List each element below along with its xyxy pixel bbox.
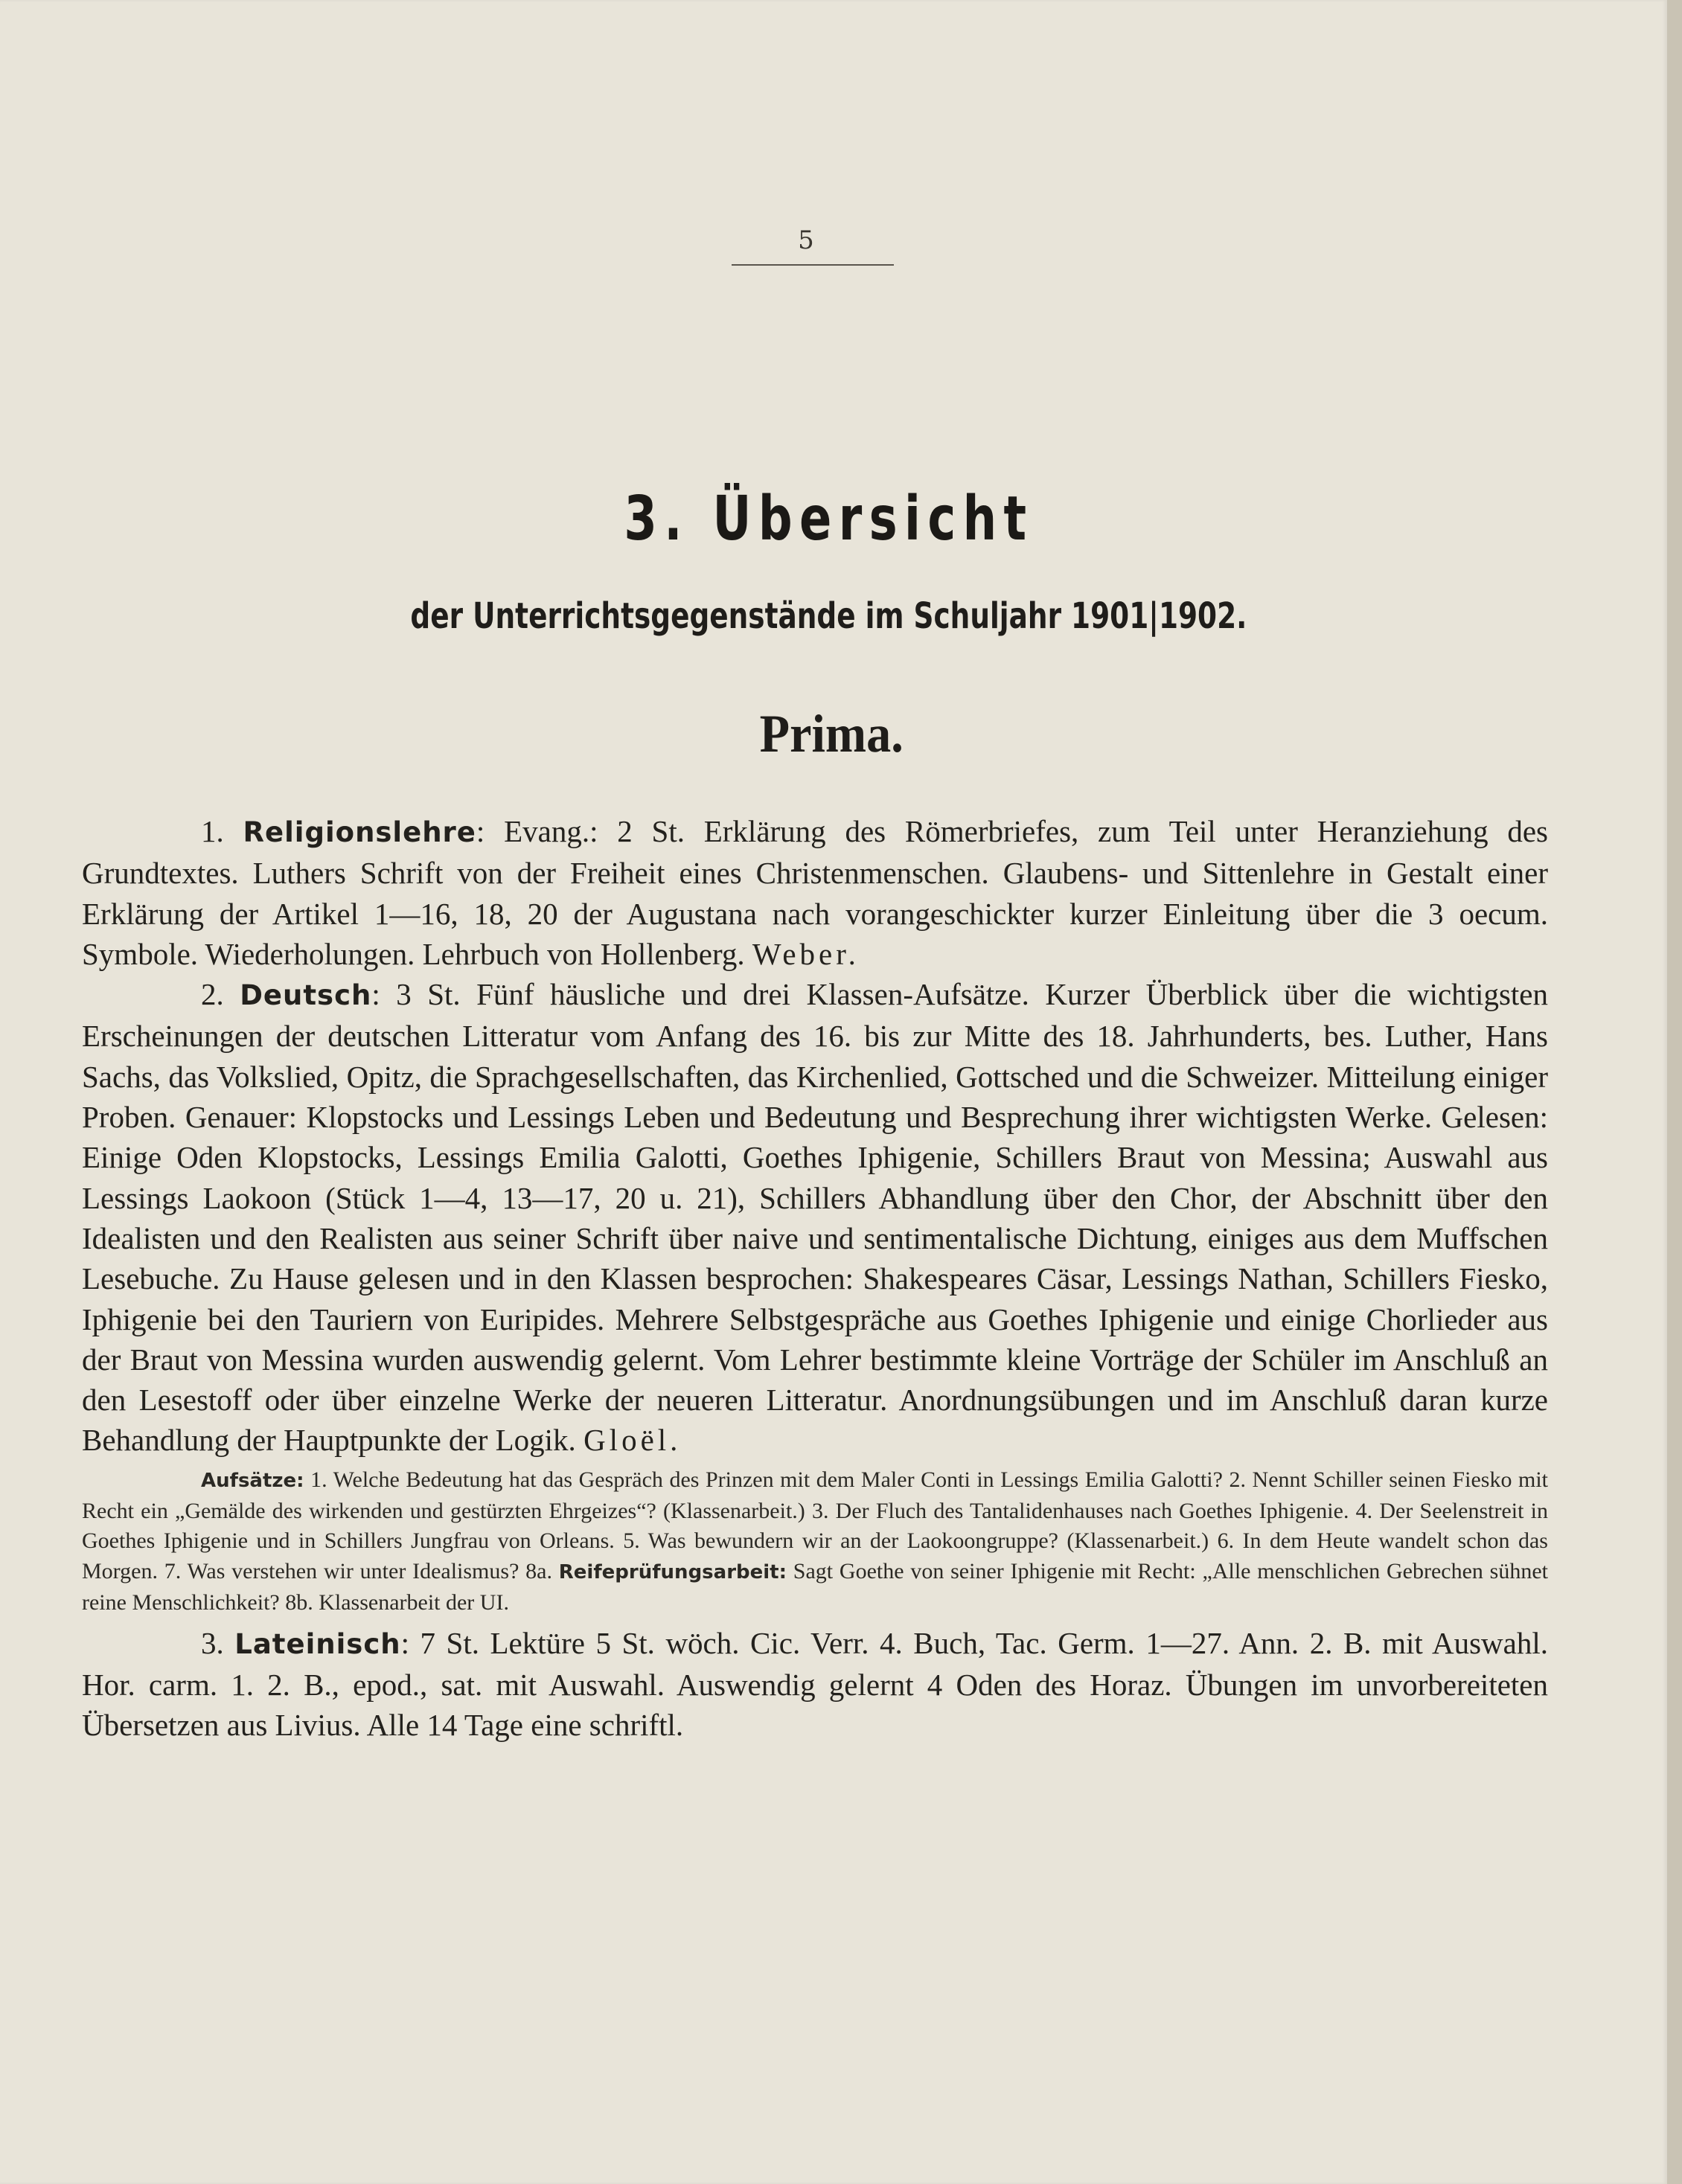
subject-name: Deutsch: [240, 979, 372, 1012]
essay-list: [82, 1465, 1548, 1618]
subject-text: Evang.: 2 St. Erklärung des Römerbriefes, zum Teil unter Heranziehung des Grundtextes. Luthers Schrift von der Freiheit eines Christenmenschen. Glaubens- und Sittenlehre in Gestalt einer Erklärung der Artikel 1—16, 18, 20 der Augustana nach vorangeschickter kurzer Einleitung über die 3 oecum. Symbole. Wiederholungen. Lehrbuch von Hollenberg.: [82, 814, 1548, 971]
subject-number: 1.: [201, 814, 224, 848]
body-text: [82, 811, 1548, 1746]
chapter-title: 3. Übersicht: [624, 484, 1034, 554]
essay-text: 1. Welche Bedeutung hat das Gespräch des Prinzen mit dem Maler Conti in Lessings Emilia Galotti? 2. Nennt Schiller seinen Fiesko mit Recht ein „Gemälde des wirkenden und gestürzten Ehrgeizes“? (Klassenarbeit.) 3. Der Fluch des Tantalidenhauses nach Goethes Iphigenie. 4. Der Seelenstreit in Goethes Iphigenie und in Schillers Jungfrau von Orleans. 5. Was bewundern wir an der Laokoongruppe? (Klassenarbeit.) 6. In dem Heute wandelt schon das Morgen. 7. Was verstehen wir unter Idealismus? 8a.: [82, 1467, 1548, 1584]
subject-paragraph-german: [82, 974, 1548, 1461]
teacher-name: Gloël.: [583, 1423, 682, 1458]
subject-colon: :: [371, 977, 380, 1012]
subject-text: 7 St. Lektüre 5 St. wöch. Cic. Verr. 4. Buch, Tac. Germ. 1—27. Ann. 2. B. mit Auswahl. Hor. carm. 1. 2. B., epod., sat. mit Auswahl. Auswendig gelernt 4 Oden des Horaz. Übungen im unvorbereiteten Übersetzen aus Livius. Alle 14 Tage eine schriftl.: [82, 1625, 1548, 1743]
subject-name: Lateinisch: [234, 1627, 401, 1660]
subject-colon: :: [476, 814, 485, 848]
teacher-name: Weber.: [752, 936, 860, 971]
subject-colon: :: [400, 1625, 409, 1660]
essay-text-continued: Sagt Goethe von seiner Iphigenie mit Recht: „Alle menschlichen Gebrechen sühnet reine Menschlichkeit? 8b. Klassenarbeit der UI.: [82, 1559, 1549, 1615]
page-edge: [1667, 0, 1682, 2184]
subject-number: 3.: [201, 1625, 224, 1660]
essay-label: Aufsätze:: [201, 1469, 304, 1492]
page-number: 5: [798, 225, 814, 255]
exam-label: Reifeprüfungsarbeit:: [558, 1561, 787, 1584]
subject-paragraph-religion: [82, 811, 1548, 974]
subject-text: 3 St. Fünf häusliche und drei Klassen-Aufsätze. Kurzer Überblick über die wichtigsten Erscheinungen der deutschen Litteratur vom Anfang des 16. bis zur Mitte des 18. Jahrhunderts, bes. Luther, Hans Sachs, das Volkslied, Opitz, die Sprachgesellschaften, das Kirchenlied, Gottsched und die Schweizer. Mitteilung einiger Proben. Genauer: Klopstocks und Lessings Leben und Bedeutung und Besprechung ihrer wichtigsten Werke. Gelesen: Einige Oden Klopstocks, Lessings Emilia Galotti, Goethes Iphigenie, Schillers Braut von Messina; Auswahl aus Lessings Laokoon (Stück 1—4, 13—17, 20 u. 21), Schillers Abhandlung über den Chor, der Abschnitt über den Idealisten und den Realisten aus seiner Schrift über naive und sentimentalische Dichtung, einiges aus dem Muffschen Lesebuche. Zu Hause gelesen und in den Klassen besprochen: Shakespeares Cäsar, Lessings Nathan, Schillers Fiesko, Iphigenie bei den Tauriern von Euripides. Mehrere Selbstgespräche aus Goethes Iphigenie und einige Chorlieder aus der Braut von Messina wurden auswendig gelernt. Vom Lehrer bestimmte kleine Vorträge der Schüler im Anschluß an den Lesestoff oder über einzelne Werke der neueren Litteratur. Anordnungsübungen und im Anschluß daran kurze Behandlung der Hauptpunkte der Logik.: [82, 977, 1548, 1458]
subject-name: Religionslehre: [243, 816, 476, 848]
chapter-subtitle: der Unterrichtsgegenstände im Schuljahr 1901|1902.: [410, 595, 1247, 637]
section-title: Prima.: [759, 704, 904, 763]
page-number-rule: [732, 264, 894, 266]
subject-number: 2.: [201, 977, 224, 1012]
subject-paragraph-latin: [82, 1623, 1548, 1746]
